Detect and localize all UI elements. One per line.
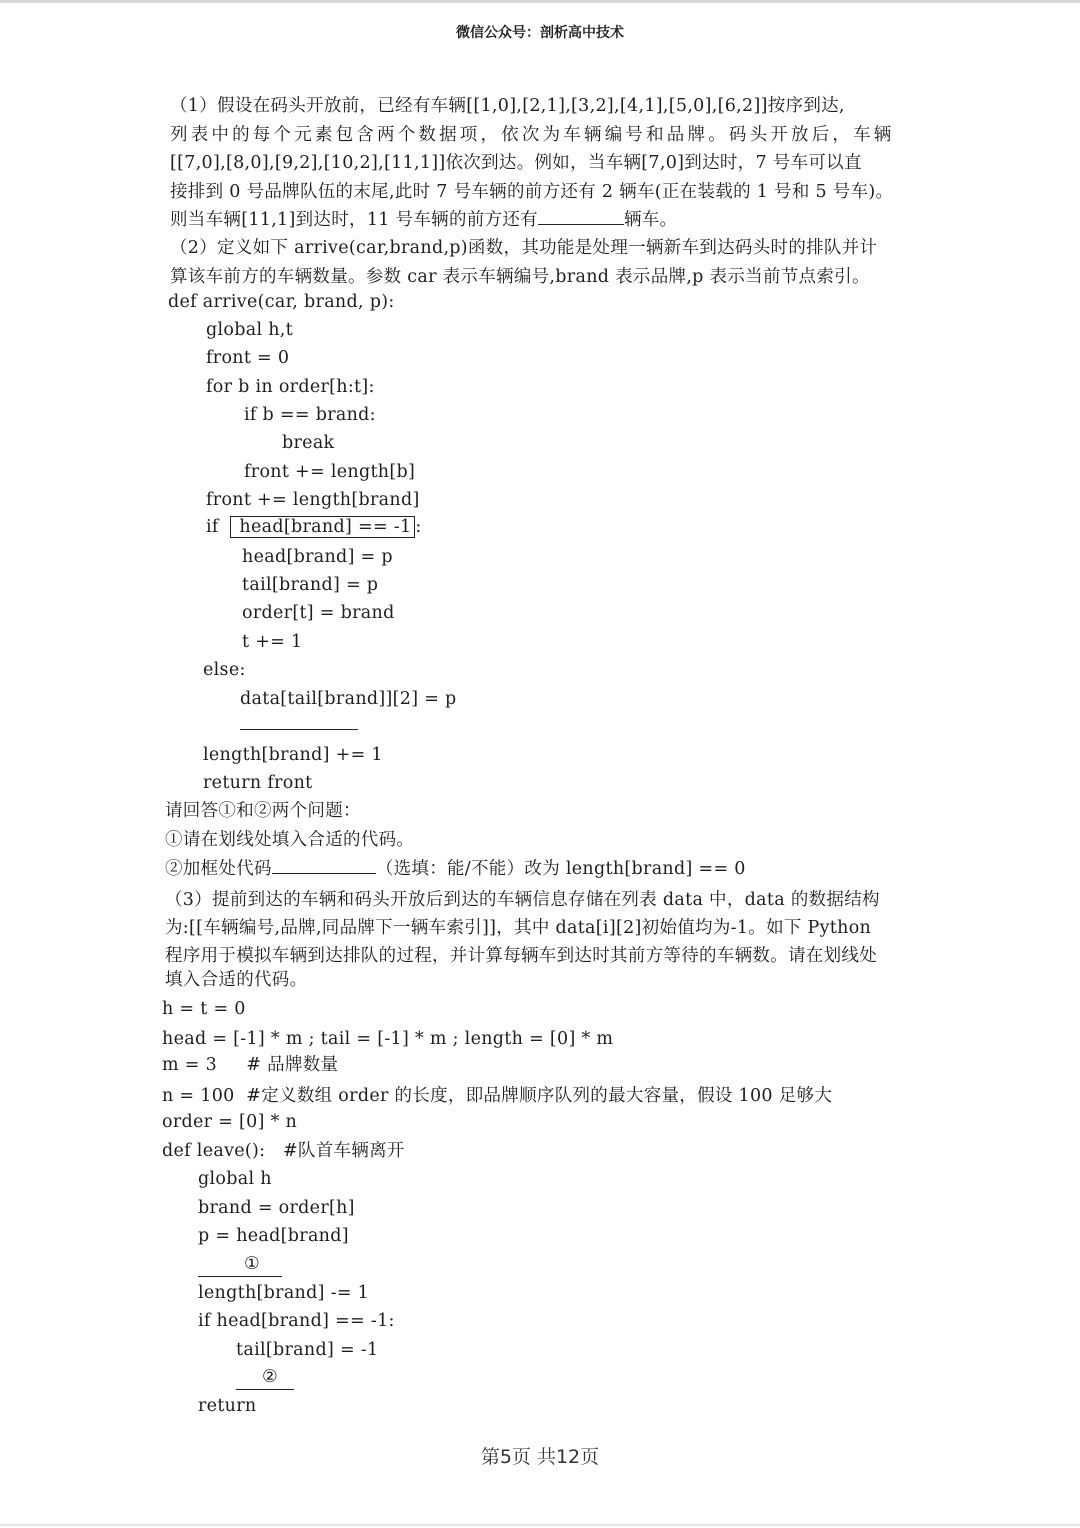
answer-item-2-text: ②加框处代码 [165,859,272,879]
code-order-assign: order[t] = brand [242,603,395,623]
q1-line-2: 列表中的每个元素包含两个数据项，依次为车辆编号和品牌。码头开放后，车辆 [170,125,895,145]
q1-line-3: [[7,0],[8,0],[9,2],[10,2],[11,1]]依次到达。例如，当车辆[7,0]到达时，7 号车可以直 [170,153,862,173]
code-tail-reset: tail[brand] = -1 [236,1340,379,1360]
code-head-assign: head[brand] = p [242,547,393,567]
page-header: 微信公众号：剖析高中技术 [456,25,624,41]
code-return: return [198,1396,257,1416]
code-length-decrement: length[brand] -= 1 [198,1283,370,1303]
answer-blank-1[interactable] [198,1252,282,1277]
code-p-assign: p = head[brand] [198,1226,349,1246]
code-if-brand: if b == brand: [244,405,376,425]
q1-line-4: 接排到 0 号品牌队伍的末尾,此时 7 号车辆的前方还有 2 辆车(正在装载的 1 号和 5 号车)。 [170,182,894,202]
top-border [0,0,1080,3]
page-number: 第5页 共12页 [480,1446,600,1468]
code-def-leave: def leave(): #队首车辆离开 [162,1141,405,1161]
q3-line-4: 填入合适的代码。 [165,970,308,990]
code-data-tail-assign: data[tail[brand]][2] = p [240,689,457,709]
q3-line-2: 为:[[车辆编号,品牌,同品牌下一辆车索引]]，其中 data[i][2]初始值均为-1。如下 Python [165,918,872,938]
q1-line-5 [170,208,677,232]
code-return-front: return front [203,773,313,793]
code-if-head: if head[brand] == -1: [198,1311,395,1331]
code-colon: : [415,517,422,537]
code-for-loop: for b in order[h:t]: [206,377,375,397]
code-def-arrive: def arrive(car, brand, p): [168,292,395,312]
answer-blank-q2[interactable] [272,859,376,874]
answer-item-2 [165,857,746,881]
code-if-keyword: if [206,517,219,537]
answer-prompt: 请回答①和②两个问题： [165,801,361,821]
bottom-border [0,1524,1080,1526]
answer-item-1: ①请在划线处填入合适的代码。 [165,830,415,850]
code-global-ht: global h,t [206,320,293,340]
code-brand-assign: brand = order[h] [198,1198,355,1218]
code-front-init: front = 0 [206,348,290,368]
code-n: n = 100 #定义数组 order 的长度，即品牌顺序队列的最大容量，假设 100 足够大 [162,1086,833,1106]
answer-blank-code1[interactable] [240,713,358,737]
answer-blank-q1[interactable] [538,210,624,225]
code-front-add-brand: front += length[brand] [206,490,420,510]
answer-blank-2[interactable] [236,1365,294,1390]
code-global-h: global h [198,1169,272,1189]
code-h-t-init: h = t = 0 [162,999,246,1019]
q2-line-1: （2）定义如下 arrive(car,brand,p)函数，其功能是处理一辆新车到达码头时的排队并计 [170,238,878,258]
answer-item-2-suffix: （选填：能/不能）改为 length[brand] == 0 [375,859,746,879]
code-else: else: [203,660,246,680]
blank-2-marker: ② [236,1365,294,1390]
code-if-boxed-line [206,515,422,539]
q1-line-5-text: 则当车辆[11,1]到达时，11 号车辆的前方还有 [170,210,538,230]
blank-1-marker: ① [198,1252,282,1277]
q1-line-5-suffix: 辆车。 [623,210,678,230]
code-order-init: order = [0] * n [162,1112,298,1132]
code-head-tail-length: head = [-1] * m ; tail = [-1] * m ; length = [0] * m [162,1029,614,1049]
boxed-code: head[brand] == -1 [230,516,415,538]
q3-line-3: 程序用于模拟车辆到达排队的过程，并计算每辆车到达时其前方等待的车辆数。请在划线处 [165,946,877,966]
code-front-add-b: front += length[b] [244,462,416,482]
code-break: break [282,433,335,453]
code-t-increment: t += 1 [242,632,303,652]
code-m: m = 3 # 品牌数量 [162,1055,339,1075]
code-tail-assign: tail[brand] = p [242,575,379,595]
q1-line-1: （1）假设在码头开放前，已经有车辆[[1,0],[2,1],[3,2],[4,1],[5,0],[6,2]]按序到达, [170,96,845,116]
q2-line-2: 算该车前方的车辆数量。参数 car 表示车辆编号,brand 表示品牌,p 表示当前节点索引。 [170,267,870,287]
q3-line-1: （3）提前到达的车辆和码头开放后到达的车辆信息存储在列表 data 中，data 的数据结构 [165,890,880,910]
code-length-increment: length[brand] += 1 [203,745,383,765]
